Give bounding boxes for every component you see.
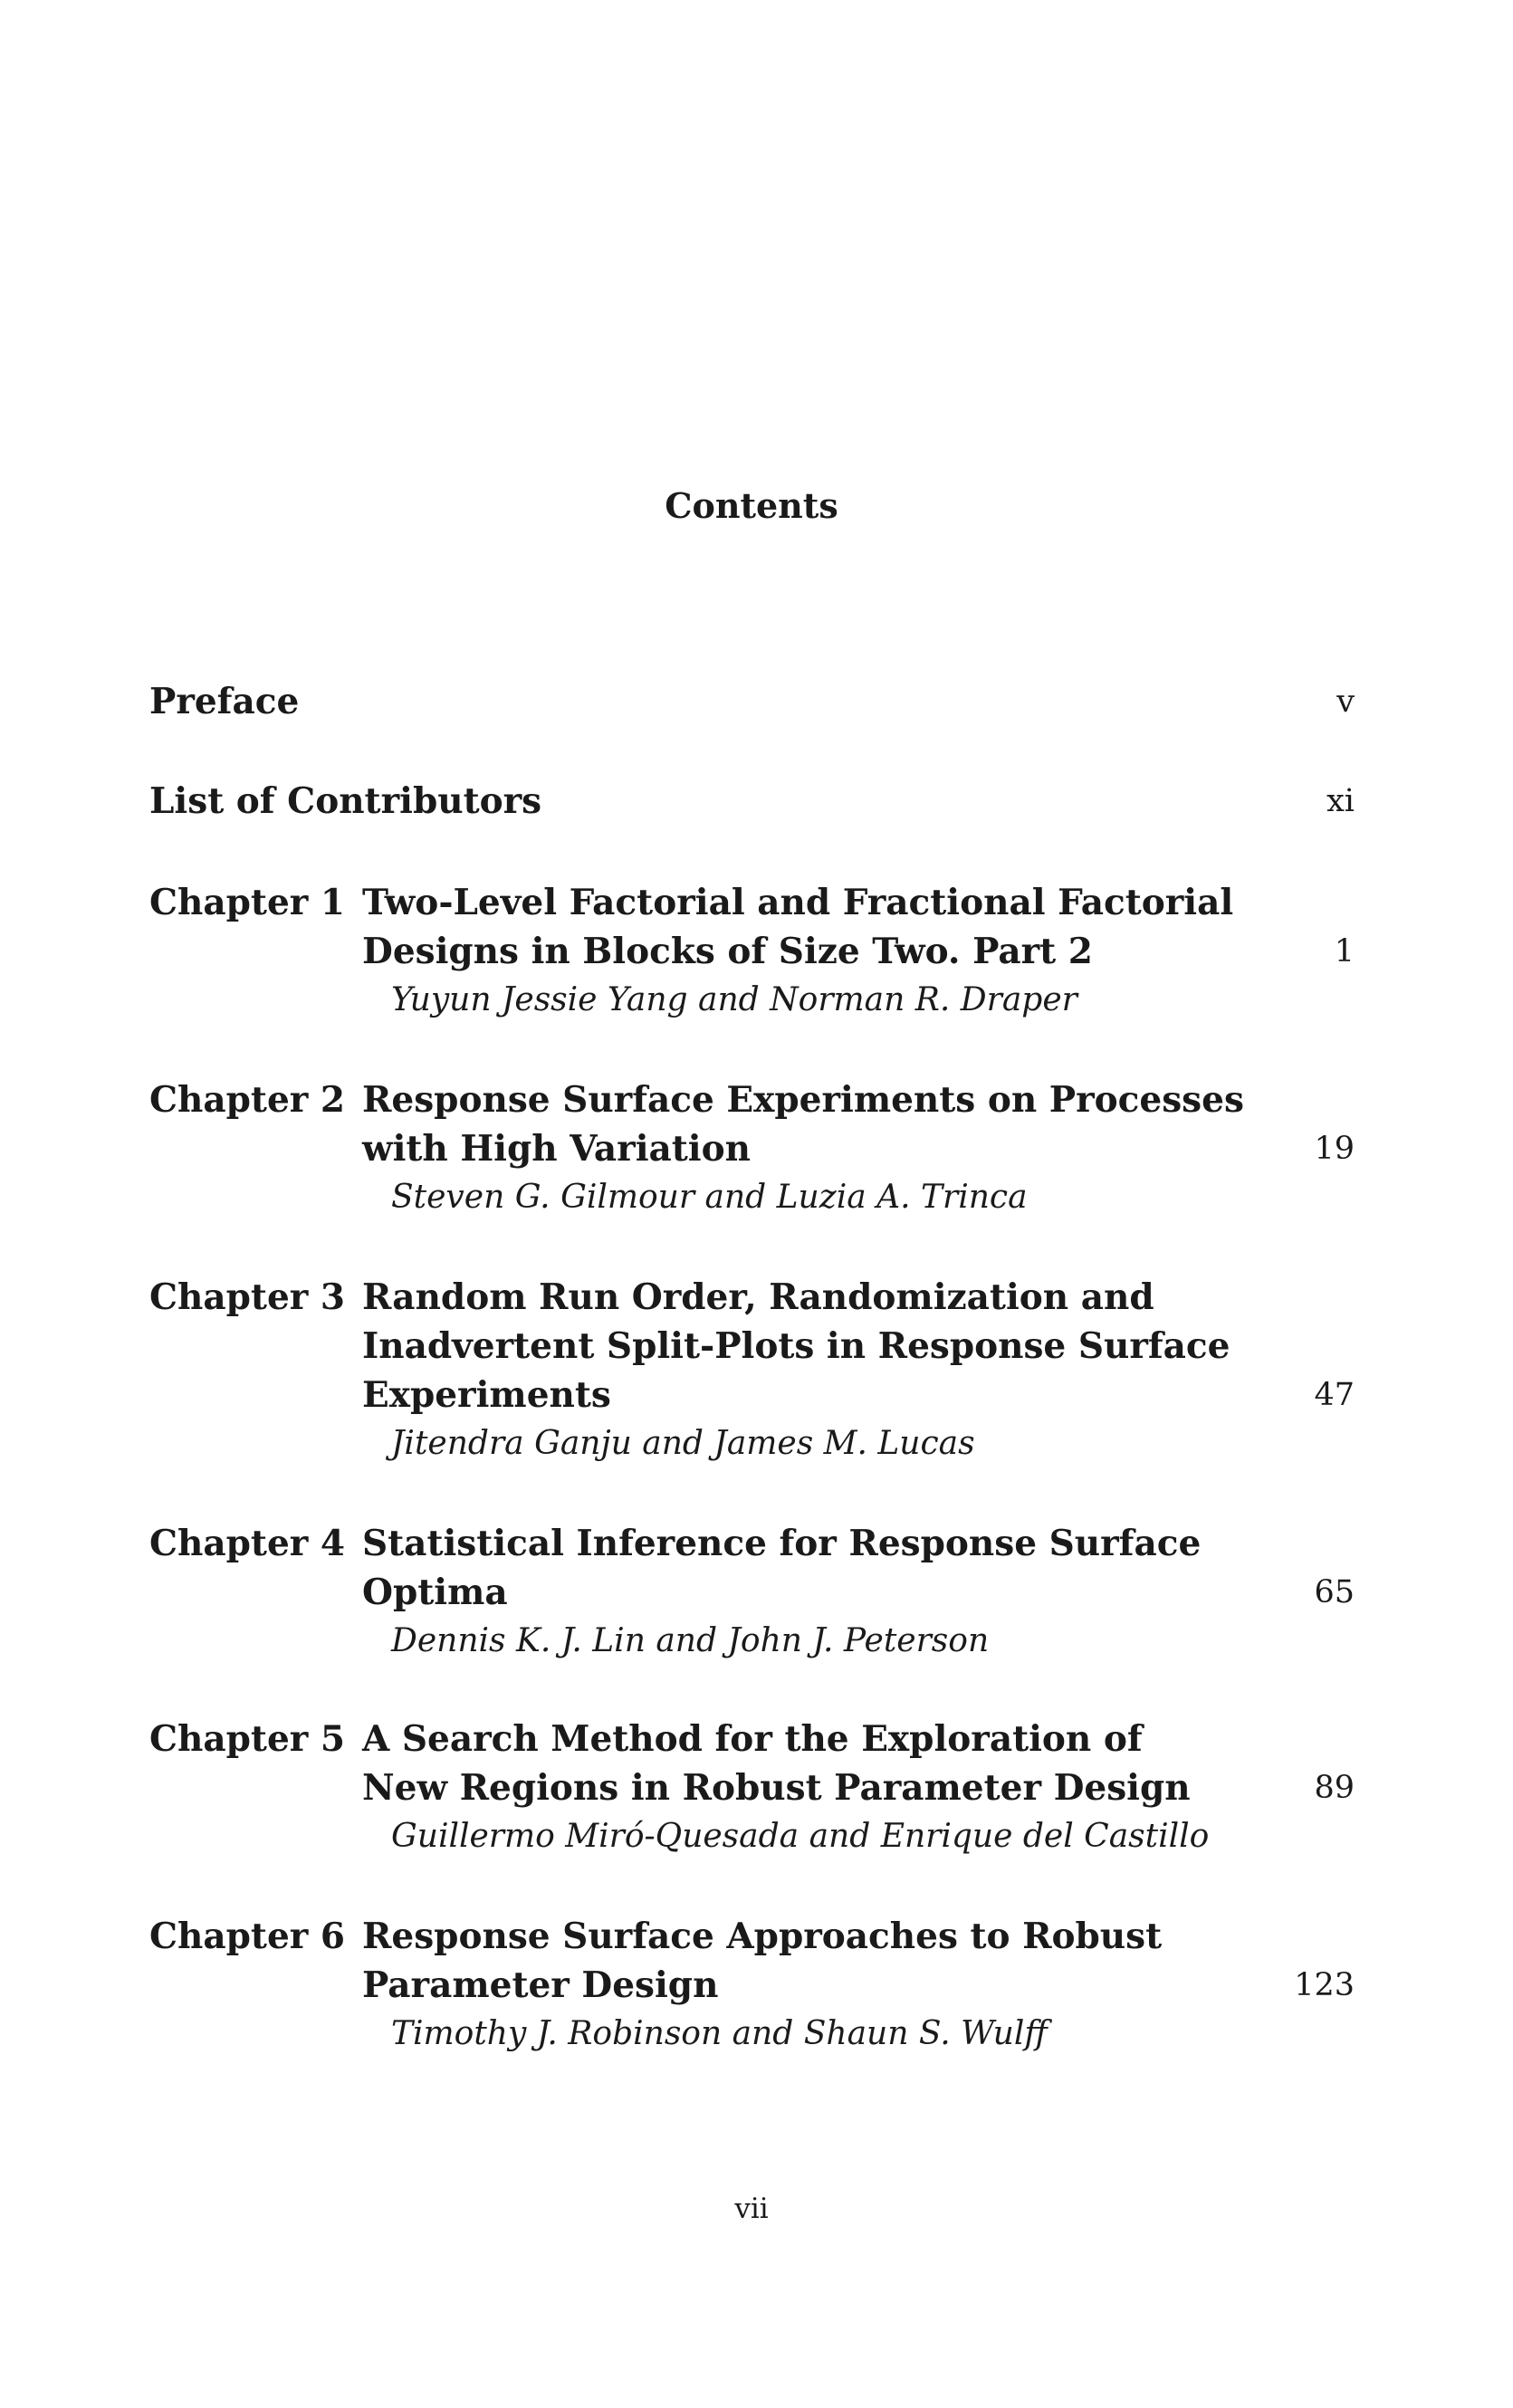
chapter-title-line: with High Variation xyxy=(362,1128,751,1170)
chapter-authors: Guillermo Miró-Quesada and Enrique del Castillo xyxy=(391,1818,1210,1855)
page-title: Contents xyxy=(665,485,838,526)
toc-page-number: v xyxy=(1336,683,1355,720)
chapter-title-line: Experiments xyxy=(362,1374,611,1416)
chapter-title-line: New Regions in Robust Parameter Design xyxy=(362,1767,1191,1809)
chapter-title-line: Random Run Order, Randomization and xyxy=(362,1276,1154,1318)
chapter-authors: Jitendra Ganju and James M. Lucas xyxy=(391,1425,975,1462)
toc-entry-label: Preface xyxy=(149,681,300,722)
chapter-authors: Yuyun Jessie Yang and Norman R. Draper xyxy=(391,981,1077,1018)
toc-entry-preface xyxy=(149,677,1355,731)
chapter-title-line: Parameter Design xyxy=(362,1964,719,2006)
toc-entry-contributors xyxy=(149,777,1355,831)
toc-page-number: 89 xyxy=(1314,1770,1355,1806)
toc-page-number: xi xyxy=(1326,783,1355,819)
chapter-title-line: Optima xyxy=(362,1572,508,1613)
chapter-label: Chapter 1 xyxy=(149,882,346,923)
chapter-authors: Dennis K. J. Lin and John J. Peterson xyxy=(391,1622,990,1659)
toc-entry-label: List of Contributors xyxy=(149,780,542,822)
chapter-title-line: Response Surface Experiments on Processes xyxy=(362,1079,1244,1121)
chapter-label: Chapter 6 xyxy=(149,1916,346,1957)
chapter-label: Chapter 2 xyxy=(149,1079,346,1121)
toc-page-number: 123 xyxy=(1294,1967,1355,2003)
chapter-authors: Timothy J. Robinson and Shaun S. Wulff xyxy=(391,2015,1048,2052)
chapter-title-line: A Search Method for the Exploration of xyxy=(362,1718,1143,1760)
chapter-label: Chapter 4 xyxy=(149,1523,346,1564)
chapter-title-line: Statistical Inference for Response Surface xyxy=(362,1523,1202,1564)
chapter-authors: Steven G. Gilmour and Luzia A. Trinca xyxy=(391,1179,1028,1216)
toc-page-number: 65 xyxy=(1314,1574,1355,1610)
toc-page-number: 1 xyxy=(1334,933,1355,970)
chapter-label: Chapter 3 xyxy=(149,1276,346,1318)
page-folio: vii xyxy=(734,2193,769,2225)
chapter-title-line: Inadvertent Split-Plots in Response Surface xyxy=(362,1325,1231,1367)
chapter-title-line: Designs in Blocks of Size Two. Part 2 xyxy=(362,931,1093,972)
chapter-title-line: Two-Level Factorial and Fractional Factorial xyxy=(362,882,1234,923)
chapter-title-line: Response Surface Approaches to Robust xyxy=(362,1916,1163,1957)
chapter-label: Chapter 5 xyxy=(149,1718,346,1760)
toc-page-number: 47 xyxy=(1314,1377,1355,1413)
toc-page-number: 19 xyxy=(1314,1131,1355,1167)
